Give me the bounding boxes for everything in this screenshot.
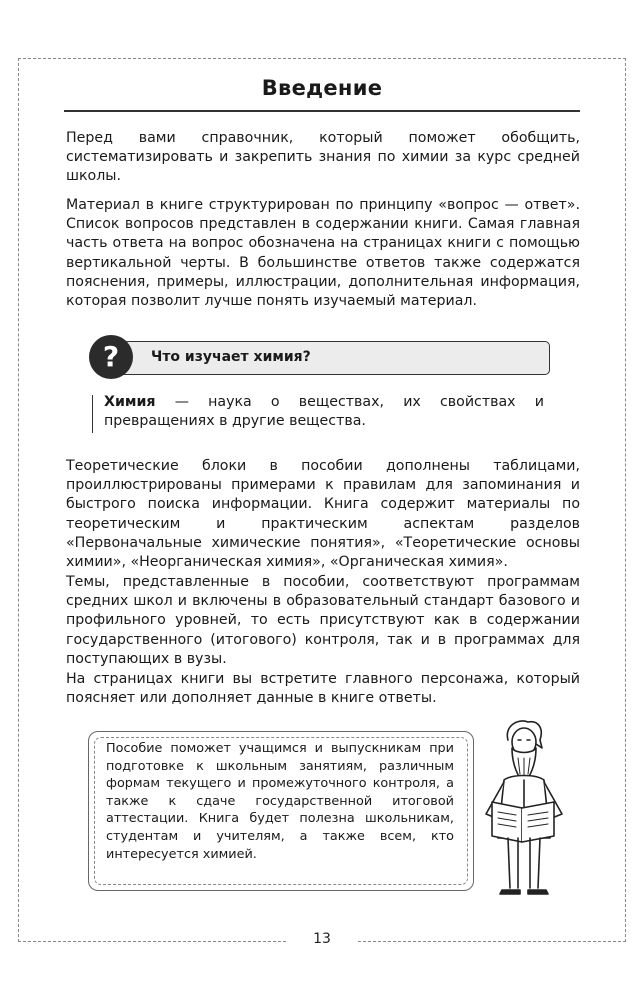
question-banner <box>108 341 550 375</box>
title-underline <box>64 110 580 112</box>
page-border-left <box>18 58 19 942</box>
page-number: 13 <box>313 931 331 947</box>
page-border-right <box>625 58 626 942</box>
definition-text: — наука о веществах, их свойствах и превращениях в другие вещества. <box>104 394 544 430</box>
page-title: Введение <box>261 76 383 100</box>
question-text: Что изучает химия? <box>151 349 311 365</box>
scientist-reading-book-icon <box>478 718 566 902</box>
intro-paragraph-2: Материал в книге структурирован по принципу «вопрос — ответ». Список вопросов представлен в содержании книги. Самая главная часть ответа на вопрос обозначена на страницах книги с помощью вертикальной черты. В большинстве ответов также содержатся пояснения, примеры, иллюстрации, дополнительная информация, которая позволит лучше понять изучаемый материал. <box>66 197 580 310</box>
question-mark-icon: ? <box>89 335 133 379</box>
body-paragraph-3: Теоретические блоки в пособии дополнены таблицами, проиллюстрированы примерами к правилам для запоминания и быстрого поиска информации. Книга содержит материалы по теоретическим и практическим аспектам разделов «Первоначальные химические понятия», «Теоретические основы химии», «Неорганическая химия», «Органическая химия». <box>66 458 580 571</box>
body-paragraph-5: На страницах книги вы встретите главного персонажа, который поясняет или дополняет данные в книге ответы. <box>66 671 580 707</box>
body-paragraph-4: Темы, представленные в пособии, соответствуют программам средних школ и включены в образовательный стандарт базового и профильного уровней, то есть присутствуют как в содержании государственного (итогового) контроля, так и в программах для поступающих в вузы. <box>66 574 580 667</box>
page-border-top <box>18 58 626 59</box>
intro-paragraph-1: Перед вами справочник, который поможет обобщить, систематизировать и закрепить знания по химии за курс средней школы. <box>66 130 580 185</box>
definition-answer <box>104 393 544 431</box>
definition-term: Химия <box>104 394 156 410</box>
note-text: Пособие поможет учащимся и выпускникам при подготовке к школьным занятиям, различным формам текущего и промежуточного контроля, а также к сдаче государственной итоговой аттестации. Книга будет полезна школьникам, студентам и учителям, а также всем, кто интересуется химией. <box>106 741 454 862</box>
answer-vertical-bar <box>92 395 93 433</box>
